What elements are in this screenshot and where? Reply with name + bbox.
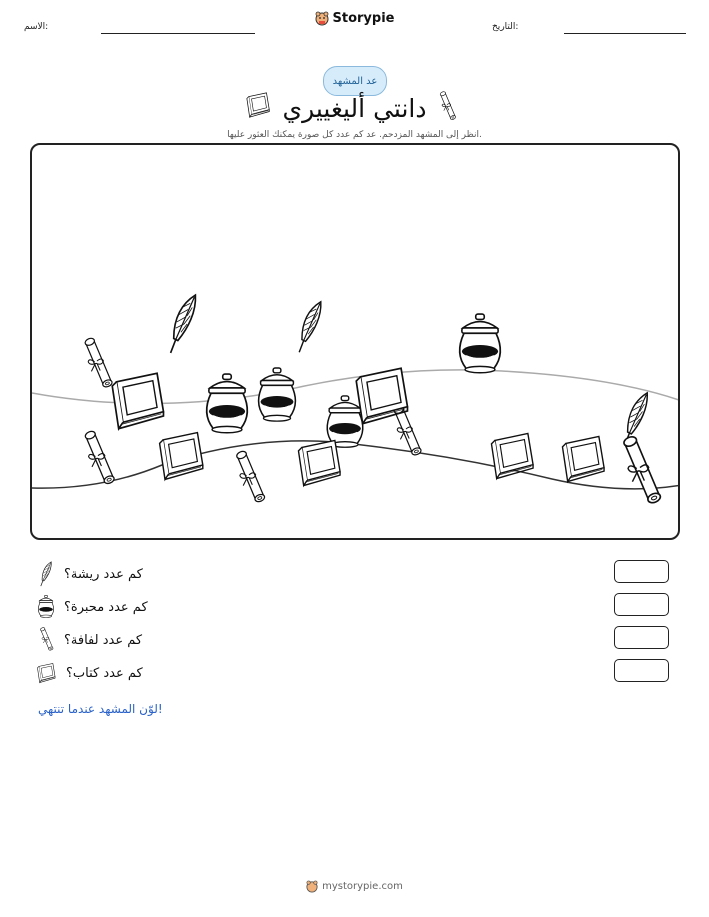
inkwell-item-1 <box>460 314 501 373</box>
quill-icon <box>36 561 56 587</box>
color-instruction: لوّن المشهد عندما تنتهي! <box>38 702 163 716</box>
inkwell-item-4 <box>327 396 363 447</box>
scroll-item-5 <box>623 435 662 504</box>
question-quill-text: كم عدد ريشة؟ <box>64 566 143 582</box>
title-scroll-icon <box>435 91 459 123</box>
scroll-item-1 <box>84 337 113 388</box>
page-title: دانتي أليغييري <box>282 94 427 123</box>
book-item-3 <box>160 433 203 480</box>
name-line[interactable] <box>101 33 255 34</box>
book-icon <box>36 661 58 685</box>
book-item-5 <box>491 433 533 478</box>
inkwell-item-3 <box>259 368 296 421</box>
instructions: انظر إلى المشهد المزدحم. عد كم عدد كل صورة يمكنك العثور عليها. <box>227 130 482 140</box>
footer-logo-icon <box>306 880 318 893</box>
activity-badge: عد المشهد <box>323 66 387 96</box>
book-item-6 <box>562 436 604 481</box>
scroll-item-3 <box>236 450 266 503</box>
question-book-text: كم عدد كتاب؟ <box>66 665 143 681</box>
quill-item-1 <box>171 295 196 353</box>
inkwell-item-2 <box>207 374 248 433</box>
question-scroll-text: كم عدد لفافة؟ <box>64 632 143 648</box>
answer-box-book[interactable] <box>614 659 669 682</box>
storypie-logo-icon <box>315 11 329 26</box>
date-label: التاريخ: <box>492 22 519 32</box>
book-item-4 <box>298 440 340 485</box>
name-label: الاسم: <box>24 22 49 32</box>
question-row-book <box>36 660 336 686</box>
question-row-inkwell <box>36 594 336 620</box>
footer-link[interactable]: mystorypie.com <box>322 881 403 892</box>
question-row-scroll <box>36 627 336 653</box>
scroll-item-2 <box>84 430 115 485</box>
footer <box>0 880 709 896</box>
busy-scene[interactable] <box>30 143 680 540</box>
scene-drawing <box>32 145 680 540</box>
inkwell-icon <box>36 595 56 619</box>
answer-box-scroll[interactable] <box>614 626 669 649</box>
answer-box-quill[interactable] <box>614 560 669 583</box>
brand-name: Storypie <box>332 11 395 26</box>
question-inkwell-text: كم عدد محبرة؟ <box>64 599 148 615</box>
quill-item-2 <box>299 302 321 352</box>
date-line[interactable] <box>564 33 686 34</box>
brand-header <box>0 11 709 30</box>
question-row-quill <box>36 561 336 587</box>
scroll-item-4 <box>393 405 422 456</box>
scroll-icon <box>36 627 56 653</box>
book-item-1 <box>112 373 163 428</box>
answer-box-inkwell[interactable] <box>614 593 669 616</box>
